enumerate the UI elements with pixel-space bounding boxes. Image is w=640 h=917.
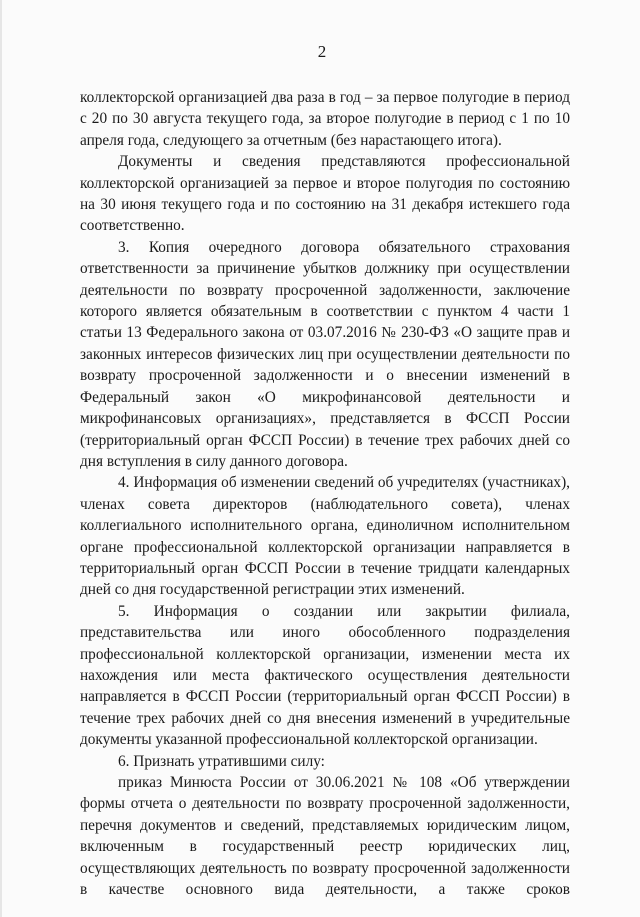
paragraph-reporting-period: коллекторской организацией два раза в год – за первое полугодие в период с 20 по 30 августа текущего года, за второе полугодие в период с 1 по 10 апреля года, следующего за отчетным (без нарастающего итога). <box>80 89 570 149</box>
document-body <box>80 87 570 900</box>
paragraph-item-4-founders: 4. Информация об изменении сведений об учредителях (участниках), членах совета директоров (наблюдательного совета), членах коллегиального исполнительного органа, единоличном исполнительном органе профессиональной коллекторской организации направляется в территориальный орган ФССП России в течение тридцати календарных дней со дня государственной регистрации этих изменений. <box>80 474 570 599</box>
paragraph-order-108: приказ Минюста России от 30.06.2021 № 108 «Об утверждении формы отчета о деятельности по возврату просроченной задолженности, перечня документов и сведений, представляемых юридическим лицом, включенным в государственный реестр юридических лиц, осуществляющих деятельность по возврату просроченной задолженности в качестве основного вида деятельности, а также сроков <box>80 774 570 899</box>
paragraph-documents-submission: Документы и сведения представляются профессиональной коллекторской организацией за первое и второе полугодия по состоянию на 30 июня текущего года и по состоянию на 31 декабря истекшего года соответственно. <box>80 153 570 235</box>
paragraph-item-5-branches: 5. Информация о создании или закрытии филиала, представительства или иного обособленного подразделения профессиональной коллекторской организации, изменении места их нахождения или места фактического осуществления деятельности направляется в ФССП России (территориальный орган ФССП России) в течение трех рабочих дней со дня внесения изменений в учредительные документы указанной профессиональной коллекторской организации. <box>80 602 570 749</box>
paragraph-item-6-repeal: 6. Признать утратившими силу: <box>118 752 325 770</box>
page-number: 2 <box>317 42 327 61</box>
paragraph-item-3-insurance: 3. Копия очередного договора обязательного страхования ответственности за причинение убытков должнику при осуществлении деятельности по возврату просроченной задолженности, заключение которого является обязательным в соответствии с пунктом 4 части 1 статьи 13 Федерального закона от 03.07.2016 № 230-ФЗ «О защите прав и законных интересов физических лиц при осуществлении деятельности по возврату просроченной задолженности и о внесении изменений в Федеральный закон «О микрофинансовой деятельности и микрофинансовых организациях», представляется в ФССП России (территориальный орган ФССП России) в течение трех рабочих дней со дня вступления в силу данного договора. <box>80 238 570 470</box>
